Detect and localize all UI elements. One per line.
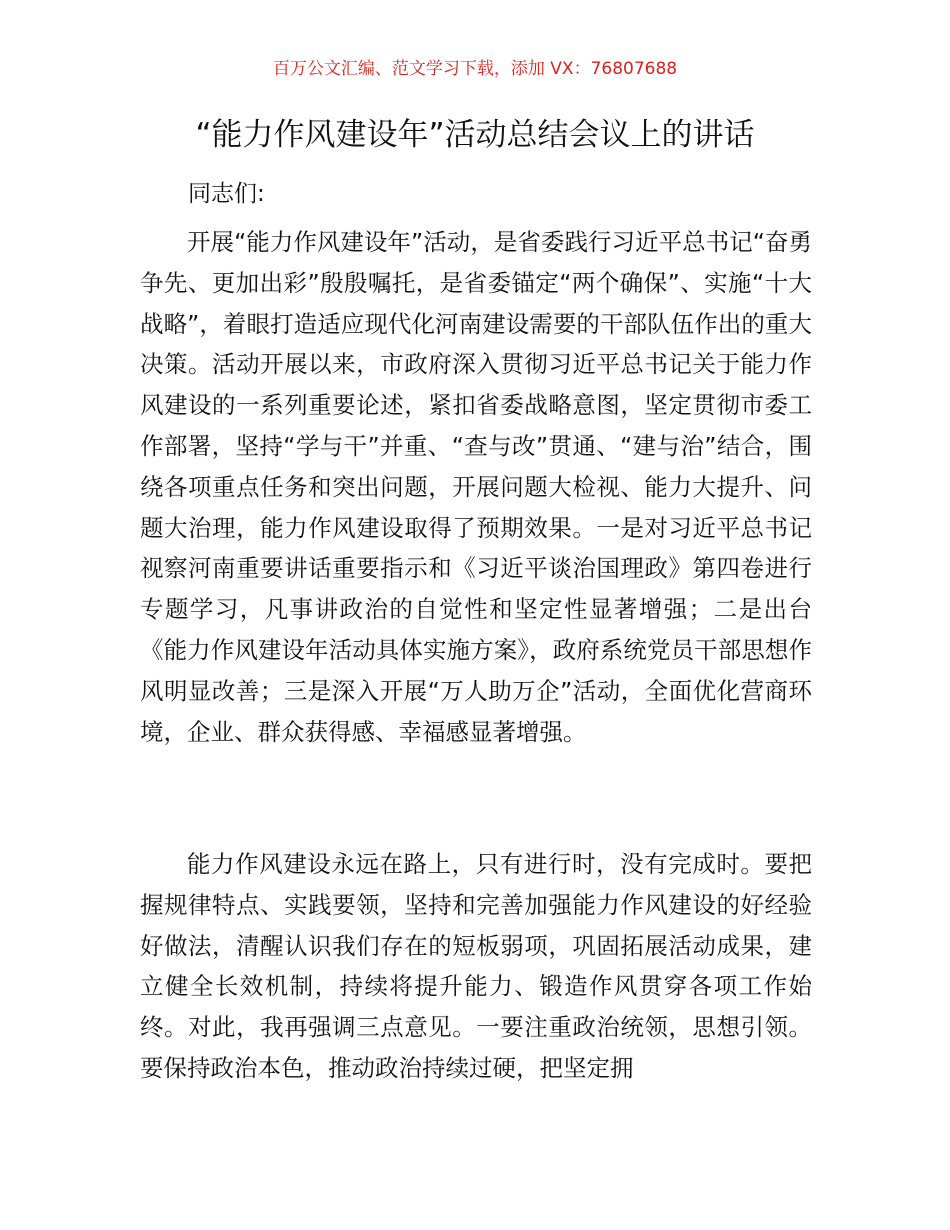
body-paragraph: 能力作风建设永远在路上，只有进行时，没有完成时。要把握规律特点、实践要领，坚持和完善加强能力作风建设的好经验好做法，清醒认识我们存在的短板弱项，巩固拓展活动成果，建立健全长效机制，持续将提升能力、锻造作风贯穿各项工作始终。对此，我再强调三点意见。一要注重政治统领，思想引领。要保持政治本色，推动政治持续过硬，把坚定拥 <box>140 850 812 1082</box>
salutation: 同志们: <box>188 181 265 207</box>
body-paragraph: 开展“能力作风建设年”活动，是省委践行习近平总书记“奋勇争先、更加出彩”殷殷嘱托，是省委锚定“两个确保”、实施“十大战略”，着眼打造适应现代化河南建设需要的干部队伍作出的重大决策。活动开展以来，市政府深入贯彻习近平总书记关于能力作风建设的一系列重要论述，紧扣省委战略意图，坚定贯彻市委工作部署，坚持“学与干”并重、“查与改”贯通、“建与治”结合，围绕各项重点任务和突出问题，开展问题大检视、能力大提升、问题大治理，能力作风建设取得了预期效果。一是对习近平总书记视察河南重要讲话重要指示和《习近平谈治国理政》第四卷进行专题学习，凡事讲政治的自觉性和坚定性显著增强；二是出台《能力作风建设年活动具体实施方案》，政府系统党员干部思想作风明显改善；三是深入开展“万人助万企”活动，全面优化营商环境，企业、群众获得感、幸福感显著增强。 <box>140 228 812 746</box>
document-title: “能力作风建设年”活动总结会议上的讲话 <box>195 117 755 153</box>
watermark-header: 百万公文汇编、范文学习下载，添加 VX：76807688 <box>272 59 678 79</box>
